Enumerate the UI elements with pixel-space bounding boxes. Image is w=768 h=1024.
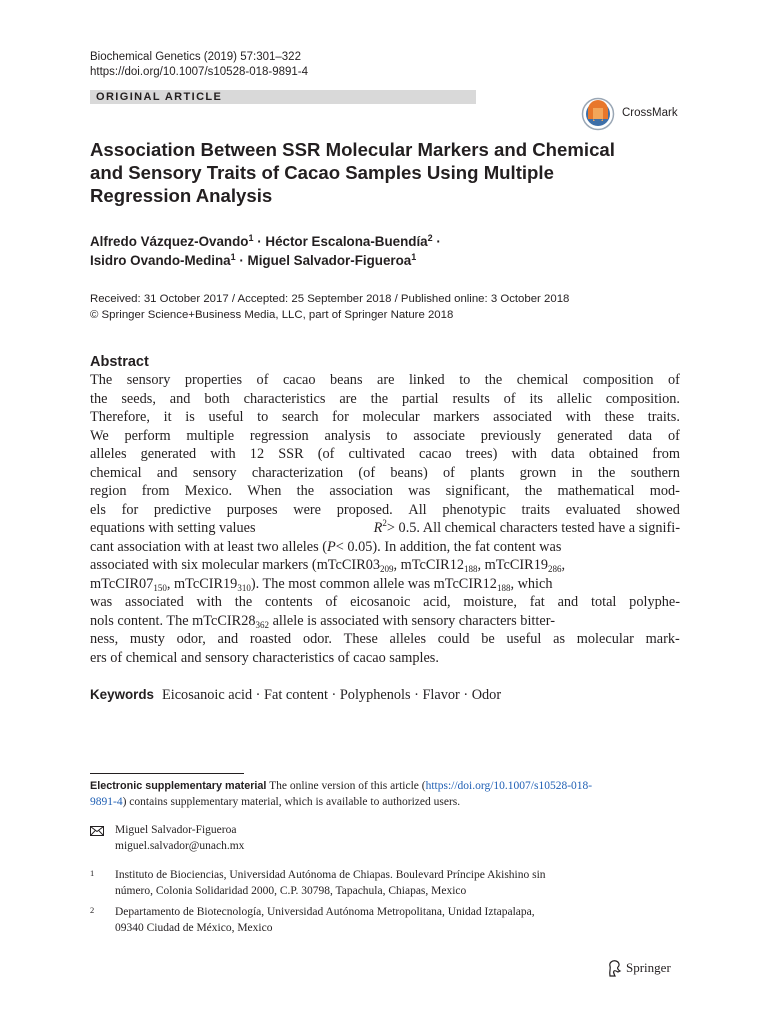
abstract-line: $mTcCIR07_{150}$, $mTcCIR19_{310}$). The most common allele was $mTcCIR12_{188}$, which	[90, 575, 553, 593]
correspondence	[90, 823, 244, 854]
affiliation-number: 2	[90, 905, 95, 915]
abstract-line: the seeds, and both characteristics are the partial results of its allelic composition.	[90, 390, 680, 407]
author-name[interactable]: Miguel Salvador-Figueroa	[247, 253, 412, 268]
journal-citation: Biochemical Genetics (2019) 57:301–322	[90, 51, 301, 63]
abstract-line: We perform multiple regression analysis to associate previously generated data of	[90, 427, 680, 444]
copyright-notice: © Springer Science+Business Media, LLC, part of Springer Nature 2018	[90, 309, 454, 321]
article-type-label: ORIGINAL ARTICLE	[96, 91, 223, 103]
abstract-line: region from Mexico. When the association was significant, the mathematical mod-	[90, 483, 680, 499]
supplementary-note: Electronic supplementary material The online version of this article (https://doi.org/10.1007/s10528-018- 9891-4) contains supplementary material, which is available to authorized users.	[90, 780, 593, 808]
affiliation	[90, 868, 655, 899]
crossmark-label: CrossMark	[622, 107, 678, 119]
keywords	[90, 686, 501, 704]
corresponding-email[interactable]: miguel.salvador@unach.mx	[115, 839, 245, 852]
author-list	[90, 232, 441, 270]
author-name[interactable]: Alfredo Vázquez-Ovando	[90, 234, 249, 249]
abstract-line: els for predictive purposes were proposed. All phenotypic traits evaluated showed	[90, 501, 680, 518]
article-doi[interactable]: https://doi.org/10.1007/s10528-018-9891-4	[90, 66, 309, 78]
affiliation-marker: 1	[230, 252, 236, 262]
abstract-line: alleles generated with 12 SSR (of cultivated cacao trees) with data obtained from	[90, 446, 680, 462]
abstract-line: ers of chemical and sensory characteristics of cacao samples.	[90, 649, 439, 666]
abstract-line: associated with six molecular markers ($mTcCIR03_{209}$, $mTcCIR12_{188}$, $mTcCIR19_{286}$,	[90, 557, 566, 574]
springer-label: Springer	[626, 960, 671, 975]
affiliation	[90, 905, 655, 936]
affiliation-number: 1	[90, 868, 95, 878]
keywords-label: Keywords	[90, 687, 154, 702]
abstract-line: Therefore, it is useful to search for molecular markers associated with these traits.	[90, 409, 680, 425]
affiliation-marker: 2	[427, 233, 433, 243]
journal-citation-block	[90, 50, 308, 80]
supplementary-link[interactable]: 9891-4	[90, 795, 123, 808]
envelope-icon	[90, 826, 104, 836]
author-separator: ·	[235, 253, 248, 268]
keywords-list: Eicosanoic acid · Fat content · Polyphenols · Flavor · Odor	[162, 687, 502, 703]
abstract-heading: Abstract	[90, 354, 149, 370]
article-type-banner	[90, 90, 476, 104]
supplementary-link[interactable]: https://doi.org/10.1007/s10528-018-	[425, 780, 593, 792]
title-line: Association Between SSR Molecular Markers and Chemical	[90, 139, 615, 160]
footnote-divider	[90, 773, 244, 774]
corresponding-author: Miguel Salvador-Figueroa	[115, 824, 237, 836]
author-separator: ·	[253, 234, 266, 249]
crossmark-icon	[580, 97, 616, 131]
title-line: and Sensory Traits of Cacao Samples Using Multiple	[90, 162, 554, 183]
abstract-line: The sensory properties of cacao beans are linked to the chemical composition of	[90, 372, 680, 388]
supplementary-label: Electronic supplementary material	[90, 780, 267, 792]
crossmark-badge[interactable]	[580, 97, 690, 131]
author-name[interactable]: Héctor Escalona-Buendía	[265, 234, 428, 249]
affiliation-line: número, Colonia Solidaridad 2000, C.P. 30798, Tapachula, Chiapas, Mexico	[115, 884, 467, 897]
publication-history	[90, 291, 569, 323]
title-line: Regression Analysis	[90, 185, 273, 206]
article-title	[90, 138, 650, 207]
affiliation-marker: 1	[248, 233, 254, 243]
author-separator: ·	[432, 234, 441, 249]
affiliation-line: Departamento de Biotecnología, Universidad Autónoma Metropolitana, Unidad Iztapalapa,	[115, 906, 535, 918]
springer-horse-icon	[606, 959, 622, 977]
affiliation-line: Instituto de Biociencias, Universidad Autónoma de Chiapas. Boulevard Príncipe Akishino sin	[115, 869, 546, 881]
author-name[interactable]: Isidro Ovando-Medina	[90, 253, 231, 268]
affiliation-marker: 1	[411, 252, 417, 262]
history-dates: Received: 31 October 2017 / Accepted: 25 September 2018 / Published online: 3 October 2018	[90, 293, 570, 305]
abstract-line: cant association with at least two alleles (P< 0.05). In addition, the fat content was	[90, 538, 562, 555]
abstract-line: was associated with the contents of eicosanoic acid, moisture, fat and total polyphe-	[90, 594, 680, 610]
affiliation-line: 09340 Ciudad de México, Mexico	[115, 921, 273, 934]
abstract-line: chemical and sensory characterization (of beans) of plants grown in the southern	[90, 464, 680, 481]
abstract-line: ness, musty odor, and roasted odor. These alleles could be useful as molecular mark-	[90, 631, 680, 647]
abstract-line: nols content. The $mTcCIR28_{362}$ allele is associated with sensory characters bitter-	[90, 612, 555, 630]
abstract-line: equations with setting values $R^2> 0.5$. All chemical characters tested have a signifi-	[90, 518, 680, 536]
abstract-body	[90, 371, 680, 667]
